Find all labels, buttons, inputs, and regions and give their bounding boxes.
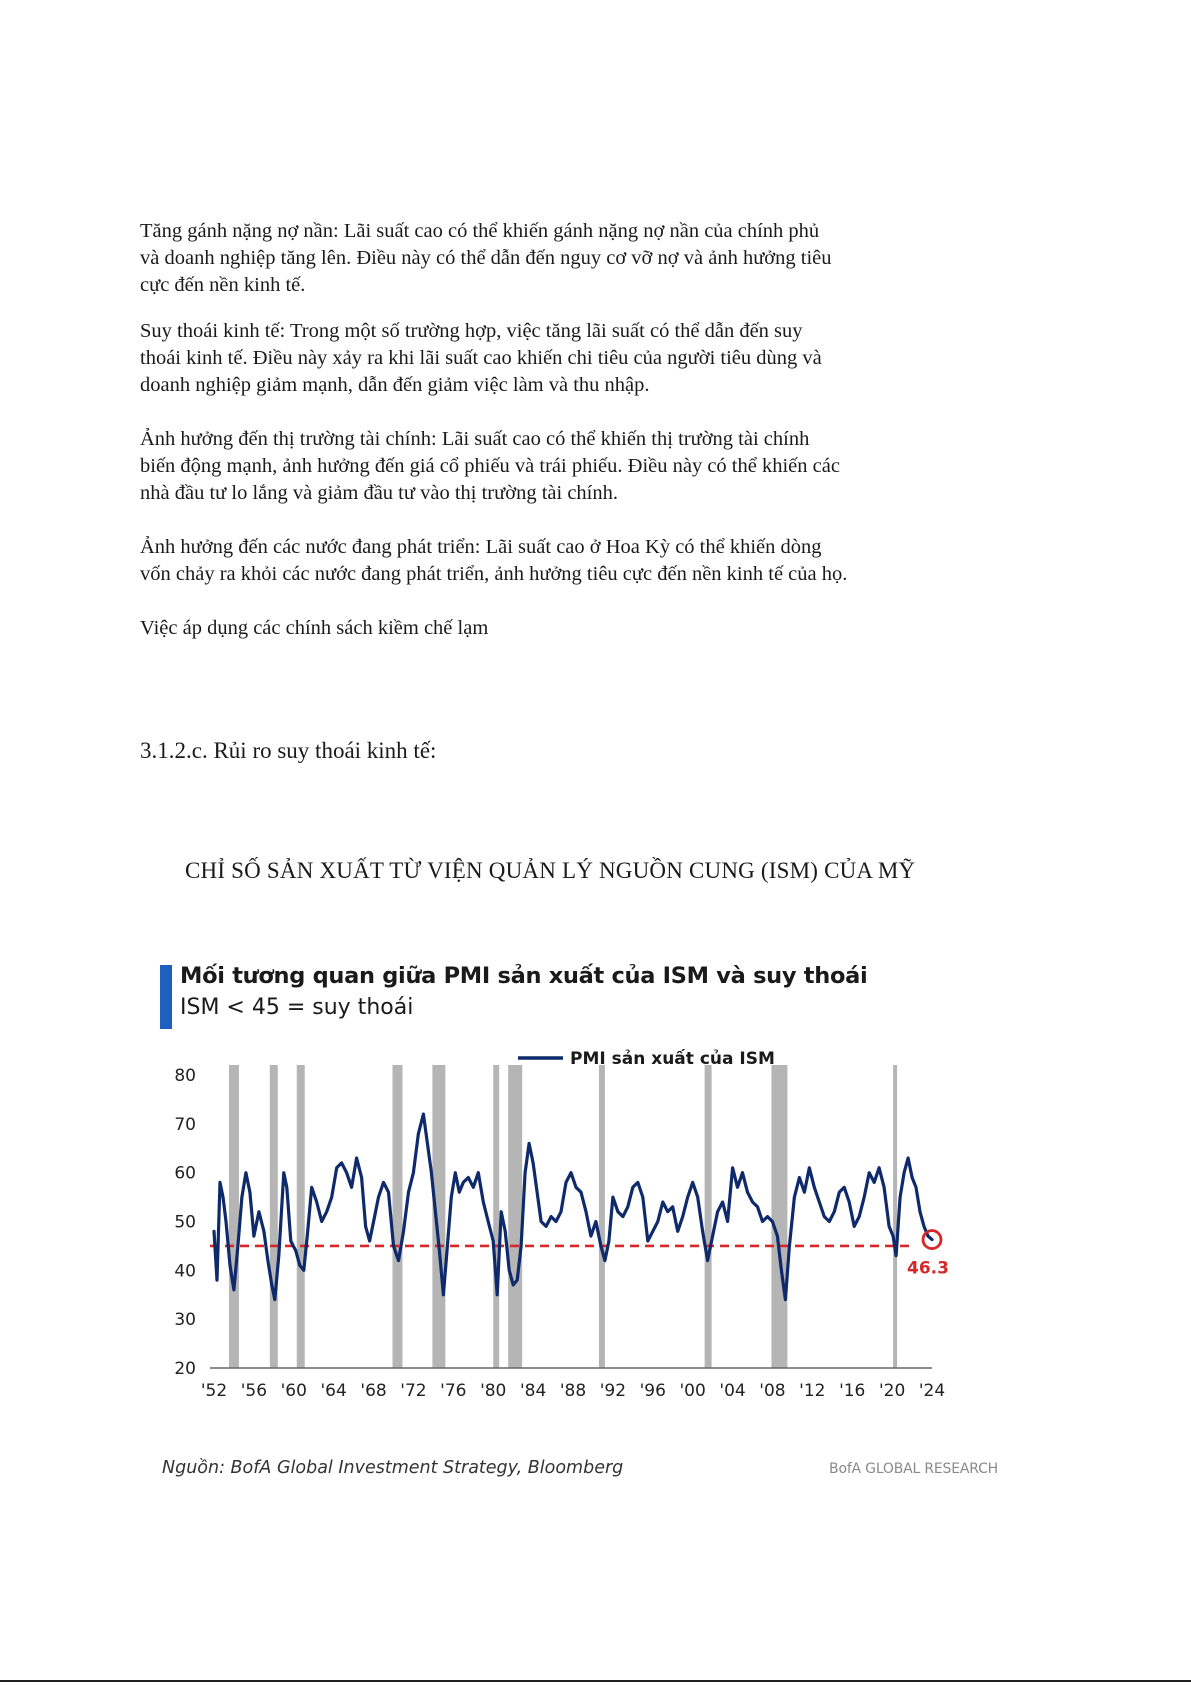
x-tick-label: '00 [679,1381,706,1401]
figure-accent-bar [160,965,172,1029]
x-tick-label: '12 [799,1381,826,1401]
paragraph-debt-burden [140,218,1170,299]
text-line: vốn chảy ra khỏi các nước đang phát triển, ảnh hưởng tiêu cực đến nền kinh tế của họ. [140,563,848,585]
text-line: Tăng gánh nặng nợ nần: Lãi suất cao có thể khiến gánh nặng nợ nần của chính phủ [140,220,820,242]
x-tick-label: '52 [200,1381,228,1401]
x-tick-label: '92 [599,1381,627,1401]
section-heading: 3.1.2.c. Rủi ro suy thoái kinh tế: [140,738,437,763]
recession-band [599,1065,605,1368]
pmi-figure [150,955,1010,1490]
recession-band [270,1065,278,1368]
text-line: Suy thoái kinh tế: Trong một số trường hợp, việc tăng lãi suất có thể dẫn đến suy [140,320,803,342]
figure-source: Nguồn: BofA Global Investment Strategy, Bloomberg [162,1458,624,1478]
text-line: và doanh nghiệp tăng lên. Điều này có thể dẫn đến nguy cơ vỡ nợ và ảnh hưởng tiêu [140,247,832,269]
x-tick-label: '56 [240,1381,268,1401]
latest-value-label: 46.3 [907,1258,949,1279]
text-line: doanh nghiệp giảm mạnh, dẫn đến giảm việc làm và thu nhập. [140,374,650,396]
x-tick-label: '64 [320,1381,347,1401]
text-line: thoái kinh tế. Điều này xảy ra khi lãi suất cao khiến chi tiêu của người tiêu dùng và [140,347,822,369]
x-tick-label: '76 [440,1381,467,1401]
figure-brand: BofA GLOBAL RESEARCH [829,1461,998,1477]
y-tick-label: 20 [174,1359,196,1379]
recession-band [705,1065,712,1368]
x-tick-label: '24 [918,1381,946,1401]
x-tick-label: '80 [480,1381,507,1401]
recession-band [297,1065,305,1368]
x-tick-label: '96 [639,1381,666,1401]
x-tick-label: '08 [759,1381,786,1401]
chart-caption: CHỈ SỐ SẢN XUẤT TỪ VIỆN QUẢN LÝ NGUỒN CUNG (ISM) CỦA MỸ [185,858,916,883]
recession-band [229,1065,239,1368]
recession-band [493,1065,499,1368]
y-tick-label: 30 [174,1310,196,1331]
text-line: nhà đầu tư lo lắng và giảm đầu tư vào thị trường tài chính. [140,482,618,504]
pmi-series-line [214,1114,932,1300]
recession-band [508,1065,522,1368]
x-tick-label: '16 [839,1381,866,1401]
paragraph-developing-countries [140,534,1170,588]
recession-band [393,1065,403,1368]
x-tick-label: '20 [878,1381,906,1401]
text-line: biến động mạnh, ảnh hưởng đến giá cổ phiếu và trái phiếu. Điều này có thể khiến các [140,455,840,477]
legend-label: PMI sản xuất của ISM [570,1049,775,1069]
x-tick-label: '68 [360,1381,387,1401]
y-tick-label: 40 [174,1261,196,1282]
chart-svg [150,955,1010,1490]
x-tick-label: '88 [559,1381,587,1401]
y-tick-label: 50 [174,1212,196,1233]
figure-subtitle: ISM < 45 = suy thoái [180,995,414,1020]
paragraph-recession [140,318,1170,399]
recession-band [771,1065,787,1368]
text-line: cực đến nền kinh tế. [140,274,306,296]
x-tick-label: '84 [519,1381,547,1401]
figure-title: Mối tương quan giữa PMI sản xuất của ISM và suy thoái [180,963,868,989]
text-line: Ảnh hưởng đến thị trường tài chính: Lãi suất cao có thể khiến thị trường tài chính [140,428,810,450]
x-tick-label: '72 [400,1381,427,1401]
paragraph-policy [140,615,1170,642]
y-tick-label: 70 [174,1114,196,1135]
y-tick-label: 80 [174,1066,196,1086]
y-tick-label: 60 [174,1163,196,1184]
recession-band [893,1065,897,1368]
footer-rule [0,1680,1191,1682]
text-line: Ảnh hưởng đến các nước đang phát triển: Lãi suất cao ở Hoa Kỳ có thể khiến dòng [140,536,822,558]
x-tick-label: '04 [719,1381,746,1401]
text-line: Việc áp dụng các chính sách kiềm chế lạm [140,617,489,639]
paragraph-financial-markets [140,426,1170,507]
x-tick-label: '60 [280,1381,307,1401]
